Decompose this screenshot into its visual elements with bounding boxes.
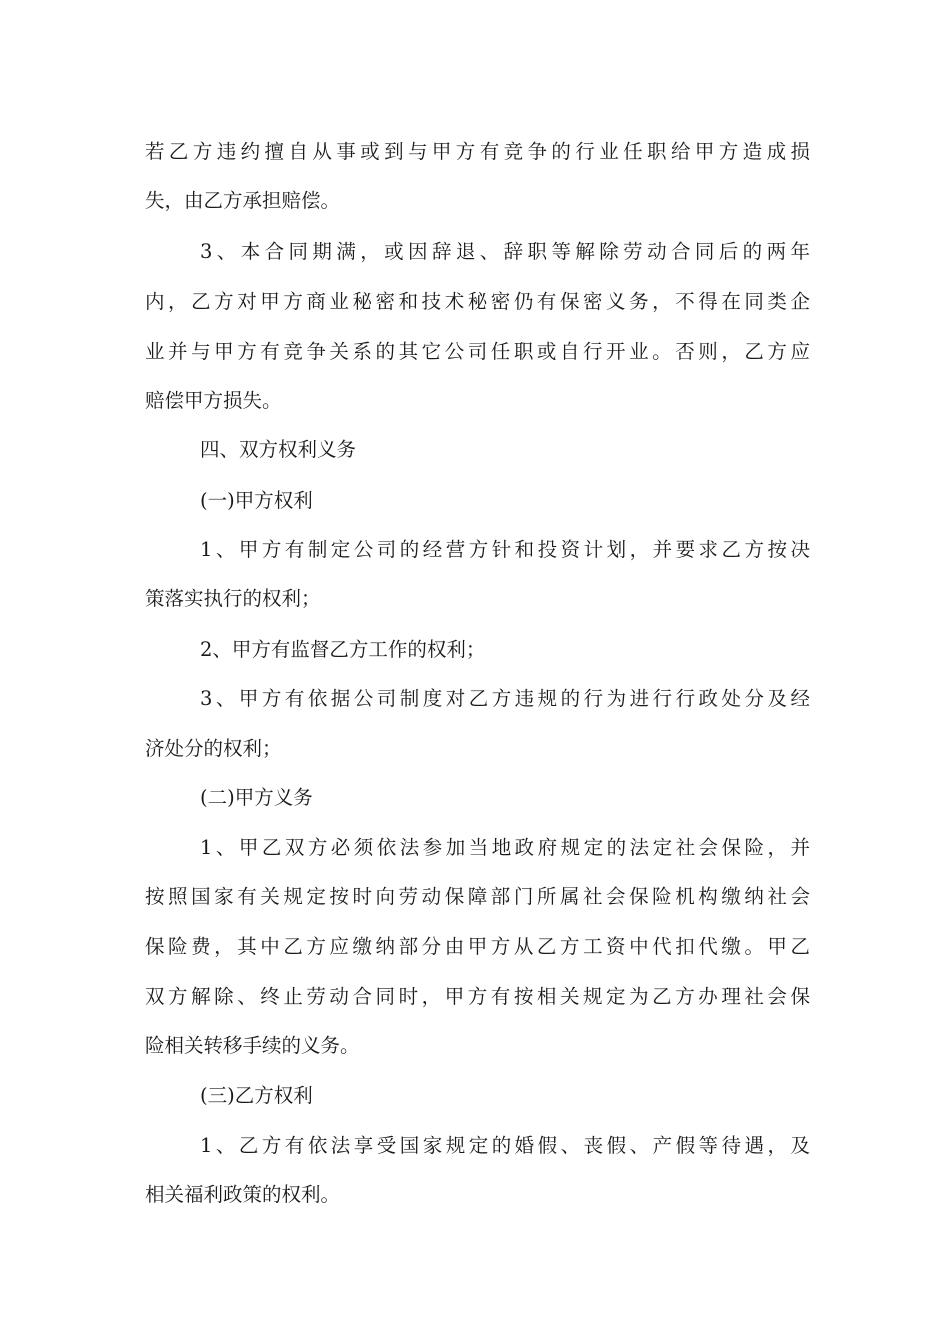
body-text-line: 按照国家有关规定按时向劳动保障部门所属社会保险机构缴纳社会 (145, 885, 810, 908)
body-text-line: 策落实执行的权利； (145, 587, 321, 610)
body-text-line: 若乙方违约擅自从事或到与甲方有竞争的行业任职给甲方造成损 (145, 140, 810, 163)
body-text-line: 济处分的权利； (145, 737, 282, 760)
body-text-line: 2、甲方有监督乙方工作的权利； (200, 638, 486, 661)
section-heading: 四、双方权利义务 (200, 438, 357, 461)
subsection-heading: (一)甲方权利 (200, 489, 313, 512)
body-text-line: 保险费，其中乙方应缴纳部分由甲方从乙方工资中代扣代缴。甲乙 (145, 935, 810, 958)
body-text-line: 1、乙方有依法享受国家规定的婚假、丧假、产假等待遇，及 (200, 1134, 810, 1157)
subsection-heading: (二)甲方义务 (200, 786, 313, 809)
body-text-line: 内，乙方对甲方商业秘密和技术秘密仍有保密义务，不得在同类企 (145, 290, 810, 313)
body-text-line: 相关福利政策的权利。 (145, 1183, 341, 1206)
body-text-line: 1、甲方有制定公司的经营方针和投资计划，并要求乙方按决 (200, 538, 810, 561)
body-text-line: 赔偿甲方损失。 (145, 389, 282, 412)
subsection-heading: (三)乙方权利 (200, 1084, 313, 1107)
body-text-line: 险相关转移手续的义务。 (145, 1034, 360, 1057)
body-text-line: 双方解除、终止劳动合同时，甲方有按相关规定为乙方办理社会保 (145, 985, 810, 1008)
body-text-line: 3、本合同期满，或因辞退、辞职等解除劳动合同后的两年 (200, 240, 810, 263)
body-text-line: 失，由乙方承担赔偿。 (145, 189, 341, 212)
body-text-line: 1、甲乙双方必须依法参加当地政府规定的法定社会保险，并 (200, 836, 810, 859)
body-text-line: 3、甲方有依据公司制度对乙方违规的行为进行行政处分及经 (200, 687, 810, 710)
body-text-line: 业并与甲方有竞争关系的其它公司任职或自行开业。否则，乙方应 (145, 340, 810, 363)
